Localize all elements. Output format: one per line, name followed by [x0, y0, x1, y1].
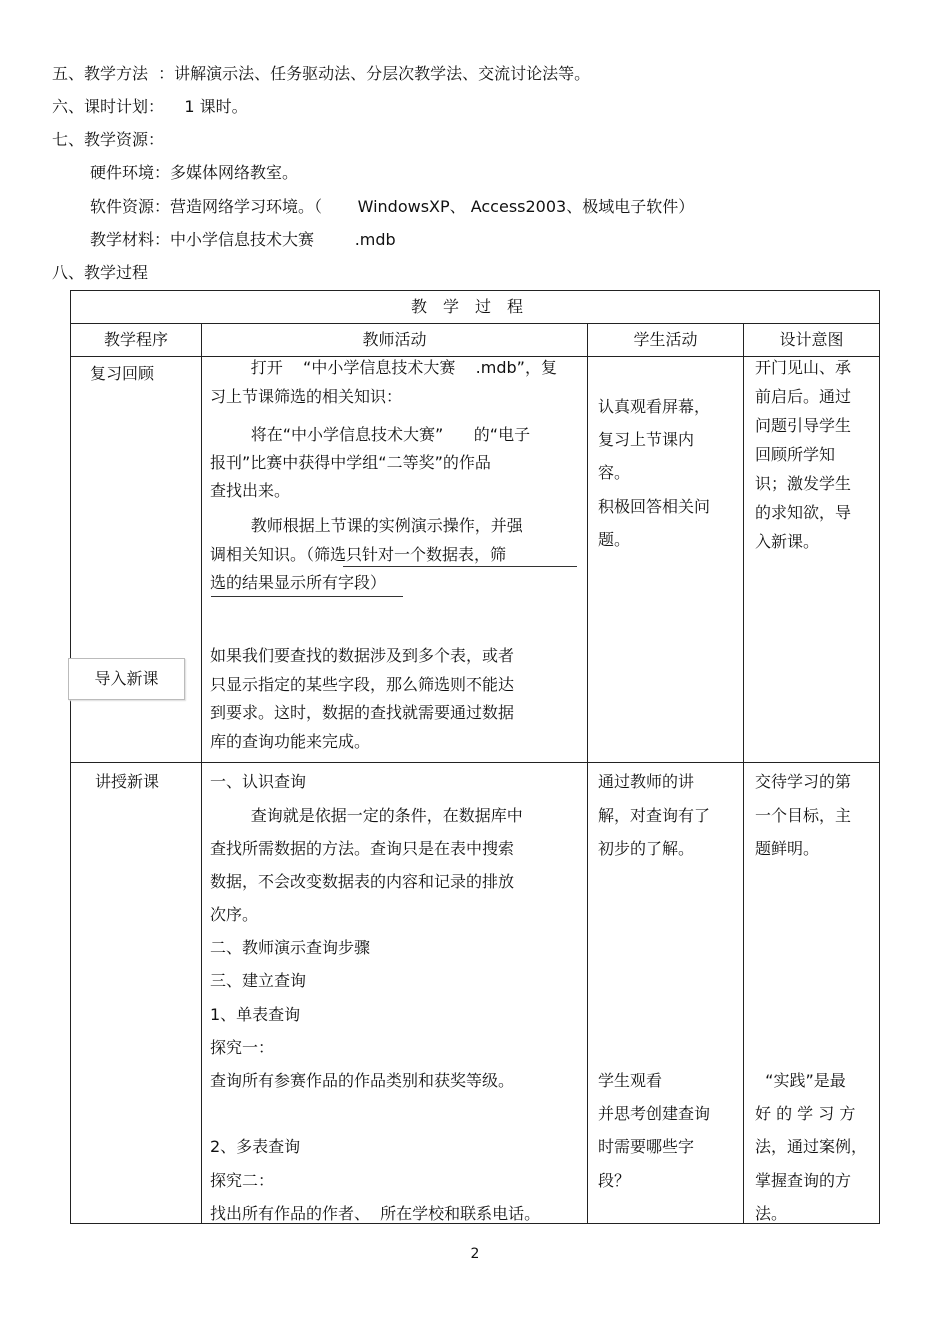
new-lesson-label-box: 导入新课: [68, 658, 185, 700]
row2-intent-line: 法，通过案例，: [755, 1137, 868, 1156]
row1-procedure-text: 复习回顾: [90, 364, 155, 383]
row1-teacher-line: 如果我们要查找的数据涉及到多个表，或者: [210, 646, 515, 665]
row1-student-line: 认真观看屏幕，: [598, 397, 711, 416]
row2-teacher-line: 探究一：: [210, 1038, 275, 1057]
row1-intent-line: 问题引导学生: [755, 416, 852, 435]
row2-intent-line: 一个目标，主: [755, 806, 852, 825]
row2-teacher-line: 1、单表查询: [210, 1005, 301, 1024]
header-teacher-activity: 教师活动: [202, 324, 588, 357]
row1-student-line: 容。: [598, 463, 631, 482]
row2-student-line: 初步的了解。: [598, 839, 695, 858]
row2-student-line: 并思考创建查询: [598, 1104, 711, 1123]
header-design-intent: 设计意图: [744, 324, 880, 357]
row2-teacher-line: 探究二：: [210, 1171, 275, 1190]
row1-teacher-line: 到要求。这时，数据的查找就需要通过数据: [210, 703, 515, 722]
row2-teacher-line: 找出所有作品的作者、 所在学校和联系电话。: [210, 1204, 541, 1223]
row2-intent-line: 法。: [755, 1204, 788, 1223]
row1-student-line: 积极回答相关问: [598, 497, 711, 516]
row2-teacher-line: 数据，不会改变数据表的内容和记录的排放: [210, 872, 515, 891]
row1-teacher-line: 库的查询功能来完成。: [210, 732, 371, 751]
software-line: 软件资源：营造网络学习环境。（ WindowsXP、 Access2003、极域电子软件）: [90, 197, 695, 216]
row1-intent-line: 回顾所学知: [755, 445, 836, 464]
row2-intent-line: “实践”是最: [755, 1071, 846, 1090]
row2-intent-line: 好 的 学 习 方: [755, 1104, 856, 1123]
table-title: 教学过程: [71, 291, 880, 324]
row2-teacher-line: 查询所有参赛作品的作品类别和获奖等级。: [210, 1071, 515, 1090]
header-student-activity: 学生活动: [588, 324, 744, 357]
row1-student-cell: [588, 357, 744, 763]
header-procedure: 教学程序: [71, 324, 202, 357]
row2-teacher-line: 二、教师演示查询步骤: [210, 938, 371, 957]
row1-intent-line: 识；激发学生: [755, 474, 852, 493]
row2-teacher-line: 2、多表查询: [210, 1137, 301, 1156]
row2-teacher-line: 查询就是依据一定的条件，在数据库中: [210, 806, 523, 825]
row1-teacher-line: 报刊”比赛中获得中学组“二等奖”的作品: [210, 453, 491, 472]
row1-teacher-line: 打开 “中小学信息技术大赛 .mdb”，复: [210, 358, 557, 377]
row2-student-line: 解，对查询有了: [598, 806, 711, 825]
page-number: 2: [470, 1246, 480, 1262]
row1-procedure-cell: [71, 357, 202, 763]
row2-intent-line: 题鲜明。: [755, 839, 820, 858]
row2-student-line: 通过教师的讲: [598, 772, 695, 791]
row2-student-line: 学生观看: [598, 1071, 663, 1090]
teaching-methods-line: 五、教学方法 ：讲解演示法、任务驱动法、分层次教学法、交流讨论法等。: [52, 64, 591, 83]
row1-teacher-line: 只显示指定的某些字段，那么筛选则不能达: [210, 675, 515, 694]
emphasis-underline: [343, 566, 577, 567]
row1-teacher-line: 选的结果显示所有字段）: [210, 573, 387, 592]
process-heading: 八、教学过程: [52, 263, 149, 282]
row1-teacher-line: 教师根据上节课的实例演示操作，并强: [210, 516, 523, 535]
row1-intent-line: 入新课。: [755, 532, 820, 551]
row2-student-line: 段？: [598, 1171, 631, 1190]
row2-teacher-line: 一、认识查询: [210, 772, 307, 791]
row2-procedure-cell: [71, 763, 202, 1224]
row1-teacher-line: 查找出来。: [210, 481, 291, 500]
row2-teacher-line: 三、建立查询: [210, 971, 307, 990]
row1-intent-line: 前启后。通过: [755, 387, 852, 406]
materials-line: 教学材料：中小学信息技术大赛 .mdb: [90, 230, 396, 249]
row2-intent-line: 交待学习的第: [755, 772, 852, 791]
row1-teacher-line: 习上节课筛选的相关知识：: [210, 387, 403, 406]
row1-intent-line: 开门见山、承: [755, 358, 852, 377]
row1-teacher-line: 将在“中小学信息技术大赛” 的“电子: [210, 425, 531, 444]
row2-procedure-text: 讲授新课: [95, 772, 160, 791]
row2-teacher-line: 查找所需数据的方法。查询只是在表中搜索: [210, 839, 515, 858]
hardware-line: 硬件环境：多媒体网络教室。: [90, 163, 299, 182]
resources-heading: 七、教学资源：: [52, 130, 165, 149]
row2-teacher-line: 次序。: [210, 905, 259, 924]
row1-student-line: 复习上节课内: [598, 430, 695, 449]
emphasis-underline: [211, 596, 403, 597]
row2-intent-line: 掌握查询的方: [755, 1171, 852, 1190]
row1-teacher-line: 调相关知识。（筛选只针对一个数据表，筛: [210, 545, 507, 564]
row2-student-line: 时需要哪些字: [598, 1137, 695, 1156]
row1-student-line: 题。: [598, 530, 631, 549]
row1-intent-line: 的求知欲，导: [755, 503, 852, 522]
lesson-hours-line: 六、课时计划： 1 课时。: [52, 97, 248, 116]
